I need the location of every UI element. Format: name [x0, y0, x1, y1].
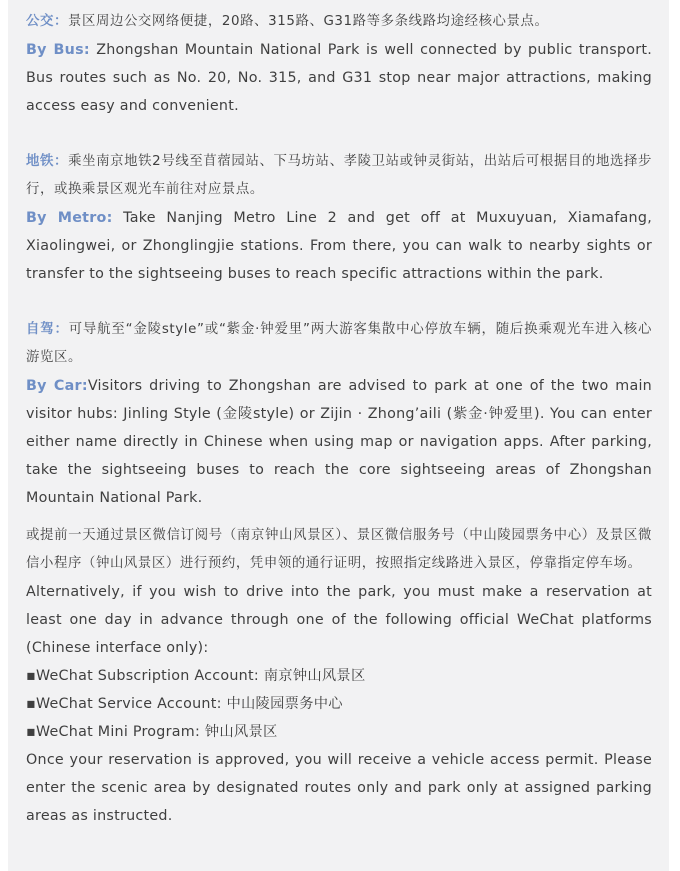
wechat-mini-program-item: ▪WeChat Mini Program: 钟山风景区	[26, 724, 278, 740]
reservation-en-intro: Alternatively, if you wish to drive into the park, you must make a reservation at least one day in advance through one of the following official WeChat platforms (Chinese interface only):	[26, 584, 652, 656]
reservation-zh-paragraph: 或提前一天通过景区微信订阅号（南京钟山风景区）、景区微信服务号（中山陵园票务中心）及景区微信小程序（钟山风景区）进行预约，凭申领的通行证明，按照指定线路进入景区，停靠指定停车场。	[26, 528, 652, 571]
bus-zh-label: 公交：	[26, 14, 68, 29]
metro-en-label: By Metro:	[26, 210, 113, 226]
metro-zh-paragraph	[26, 148, 652, 204]
metro-en-paragraph	[26, 204, 652, 288]
car-en-paragraph	[26, 372, 652, 512]
bus-zh-text: 景区周边公交网络便捷，20路、315路、G31路等多条线路均途经核心景点。	[67, 14, 549, 29]
metro-zh-text: 乘坐南京地铁2号线至苜蓿园站、下马坊站、孝陵卫站或钟灵街站，出站后可根据目的地选择步行，或换乘景区观光车前往对应景点。	[26, 154, 652, 197]
car-en-text: Visitors driving to Zhongshan are advised to park at one of the two main visitor hubs: Jinling Style (金陵style) or Zijin · Zhong’aili (紫金·钟爱里). You can enter either name directly in Chinese when using map or navigation apps. After parking, take the sightseeing buses to reach the core sightseeing areas of Zhongshan Mountain National Park.	[26, 378, 652, 506]
bus-en-text: Zhongshan Mountain National Park is well connected by public transport. Bus routes such as No. 20, No. 315, and G31 stop near major attractions, making access easy and convenient.	[26, 42, 653, 114]
spacer	[26, 120, 652, 148]
bus-zh-paragraph	[26, 8, 652, 36]
car-zh-paragraph	[26, 316, 652, 372]
wechat-subscription-item: ▪WeChat Subscription Account: 南京钟山风景区	[26, 668, 366, 684]
metro-zh-label: 地铁：	[26, 154, 69, 169]
article-content	[26, 8, 652, 830]
bus-en-paragraph	[26, 36, 652, 120]
car-zh-text: 可导航至“金陵style”或“紫金·钟爱里”两大游客集散中心停放车辆，随后换乘观光车进入核心游览区。	[26, 322, 652, 365]
car-zh-label: 自驾：	[26, 322, 69, 337]
metro-en-text: Take Nanjing Metro Line 2 and get off at Muxuyuan, Xiamafang, Xiaolingwei, or Zhonglingjie stations. From there, you can walk to nearby sights or transfer to the sightseeing buses to reach specific attractions within the park.	[26, 210, 652, 282]
car-en-label: By Car:	[26, 378, 88, 394]
wechat-service-item: ▪WeChat Service Account: 中山陵园票务中心	[26, 696, 343, 712]
spacer	[26, 512, 652, 522]
reservation-en-outro: Once your reservation is approved, you will receive a vehicle access permit. Please enter the scenic area by designated routes only and park only at assigned parking areas as instructed.	[26, 752, 652, 824]
article-panel	[8, 0, 669, 871]
bus-en-label: By Bus:	[26, 42, 90, 58]
spacer	[26, 288, 652, 316]
